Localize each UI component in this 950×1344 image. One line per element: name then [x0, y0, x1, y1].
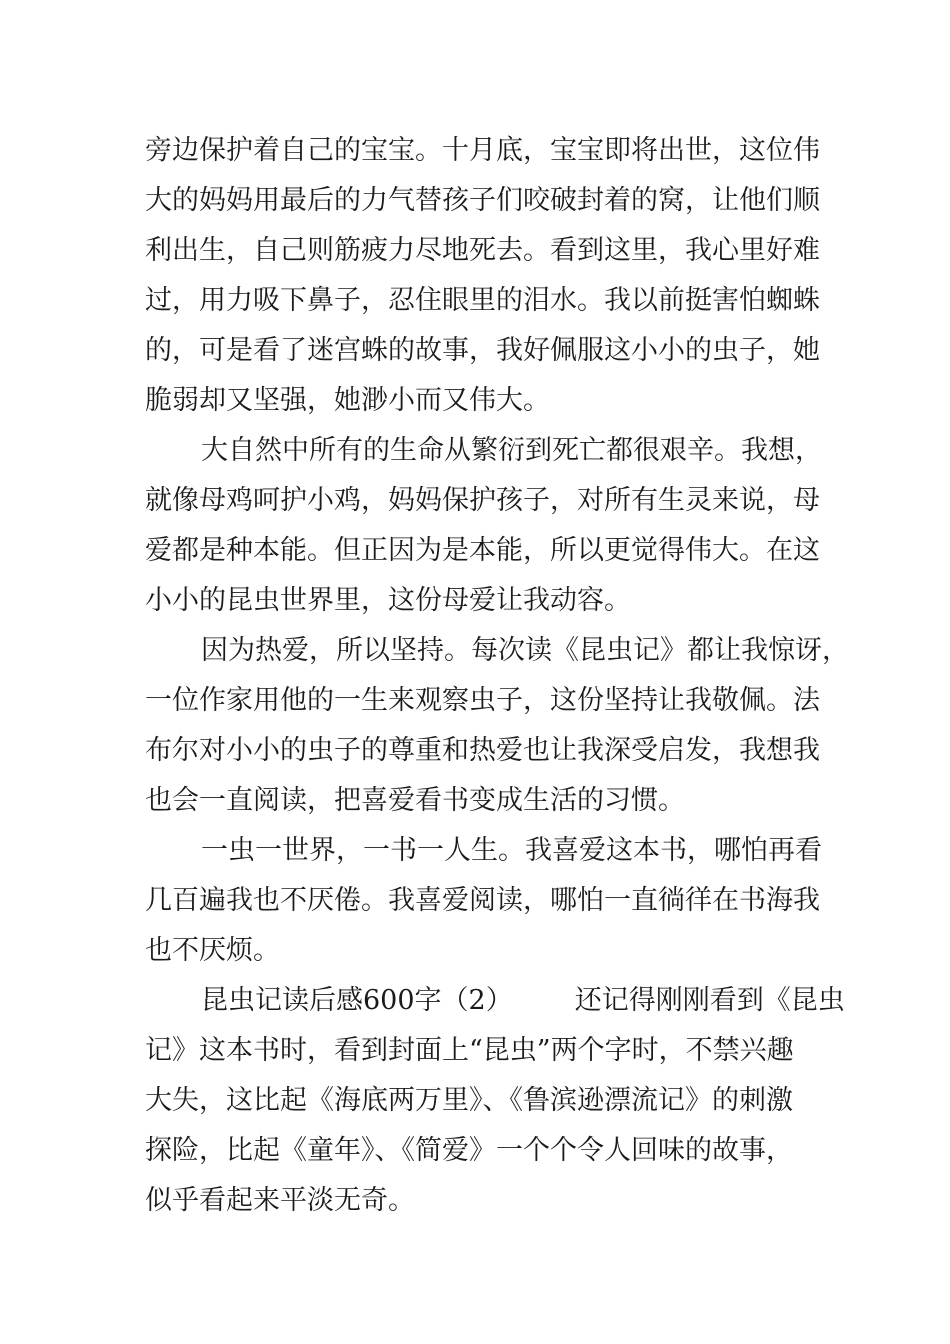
paragraph-3-line-1: 因为热爱，所以坚持。每次读《昆虫记》都让我惊讶， [201, 635, 849, 666]
paragraph-4-line-2: 几百遍我也不厌倦。我喜爱阅读，哪怕一直徜徉在书海我 [145, 885, 820, 916]
paragraph-2-line-3: 爱都是种本能。但正因为是本能，所以更觉得伟大。在这 [145, 535, 820, 566]
essay-heading: 昆虫记读后感600字（2） [201, 985, 513, 1016]
paragraph-5-line-3: 大失，这比起《海底两万里》、《鲁滨逊漂流记》的刺激 [145, 1085, 793, 1116]
paragraph-5-line-4: 探险，比起《童年》、《简爱》一个个令人回味的故事， [145, 1135, 793, 1166]
paragraph-1-line-5: 的，可是看了迷宫蛛的故事，我好佩服这小小的虫子，她 [145, 335, 820, 366]
paragraph-5-line-5: 似乎看起来平淡无奇。 [145, 1185, 415, 1216]
paragraph-5-line-1-text: 还记得刚刚看到《昆虫 [574, 985, 845, 1016]
paragraph-2-line-1: 大自然中所有的生命从繁衍到死亡都很艰辛。我想， [201, 435, 822, 466]
paragraph-1-line-3: 利出生，自己则筋疲力尽地死去。看到这里，我心里好难 [145, 235, 820, 266]
paragraph-5-line-1 [145, 976, 845, 1026]
paragraph-2-line-2: 就像母鸡呵护小鸡，妈妈保护孩子，对所有生灵来说，母 [145, 485, 820, 516]
paragraph-3-line-3: 布尔对小小的虫子的尊重和热爱也让我深受启发，我想我 [145, 735, 820, 766]
paragraph-2-line-4: 小小的昆虫世界里，这份母爱让我动容。 [145, 585, 631, 616]
paragraph-4-line-1: 一虫一世界，一书一人生。我喜爱这本书，哪怕再看 [201, 835, 822, 866]
paragraph-1-line-1: 旁边保护着自己的宝宝。十月底，宝宝即将出世，这位伟 [145, 135, 820, 166]
paragraph-3-line-4: 也会一直阅读，把喜爱看书变成生活的习惯。 [145, 785, 685, 816]
paragraph-1-line-4: 过，用力吸下鼻子，忍住眼里的泪水。我以前挺害怕蜘蛛 [145, 285, 820, 316]
paragraph-5-line-2: 记》这本书时，看到封面上“昆虫”两个字时，不禁兴趣 [145, 1035, 794, 1066]
paragraph-3-line-2: 一位作家用他的一生来观察虫子，这份坚持让我敬佩。法 [145, 685, 820, 716]
paragraph-4-line-3: 也不厌烦。 [145, 935, 280, 966]
paragraph-1-line-2: 大的妈妈用最后的力气替孩子们咬破封着的窝，让他们顺 [145, 185, 820, 216]
document-body [145, 126, 849, 1226]
paragraph-1-line-6: 脆弱却又坚强，她渺小而又伟大。 [145, 385, 550, 416]
